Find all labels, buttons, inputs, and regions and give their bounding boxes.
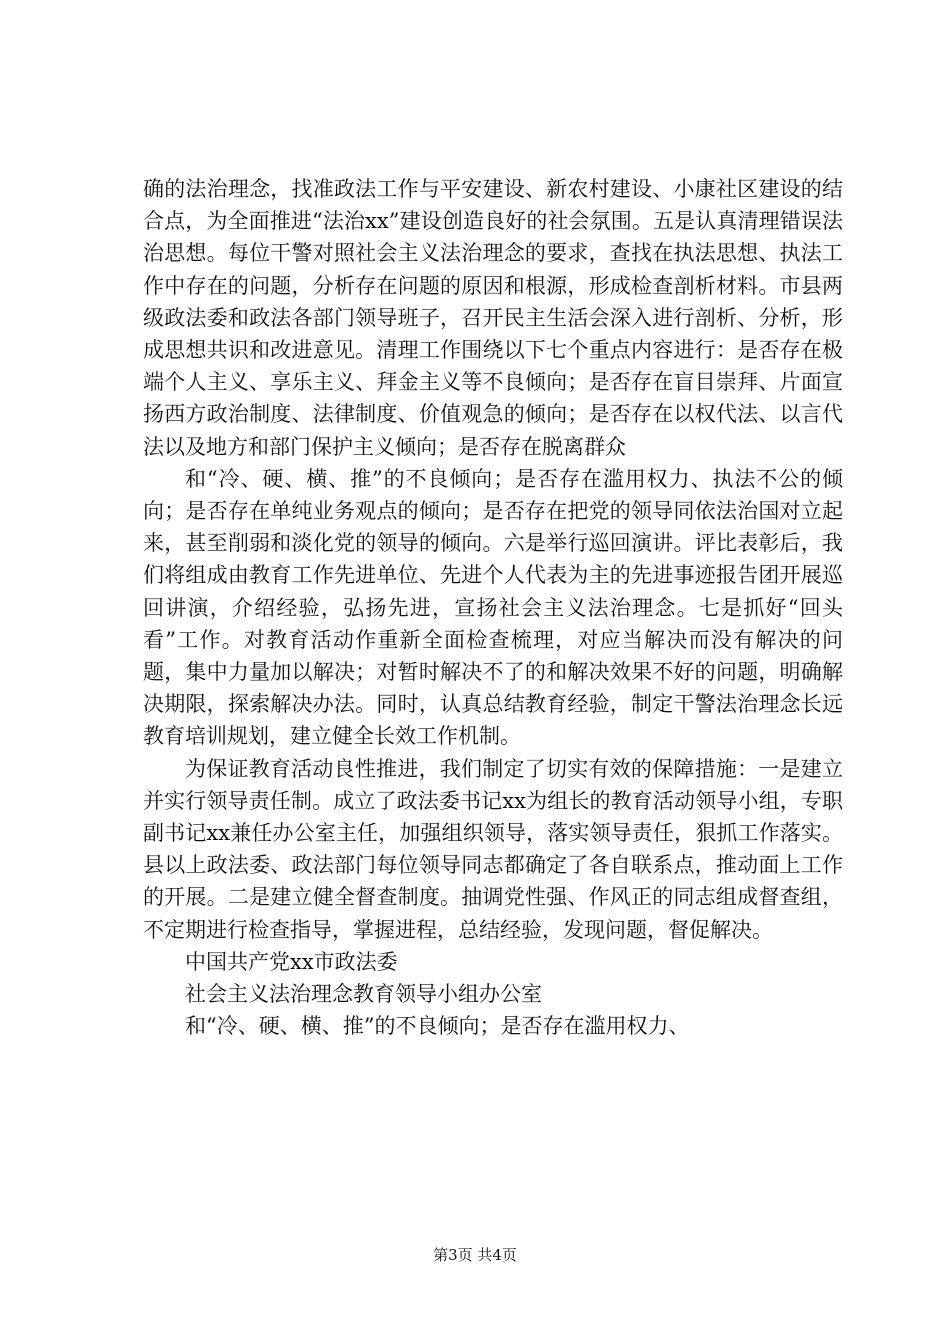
paragraph-2: 和“冷、硬、横、推”的不良倾向；是否存在滥用权力、执法不公的倾向；是否存在单纯业务观点的倾向；是否存在把党的领导同依法治国对立起来，甚至削弱和淡化党的领导的倾向。六是举行巡回演讲。评比表彰后，我们将组成由教育工作先进单位、先进个人代表为主的先进事迹报告团开展巡回讲演，介绍经验，弘扬先进，宣扬社会主义法治理念。七是抓好“回头看”工作。对教育活动作重新全面检查梳理，对应当解决而没有解决的问题，集中力量加以解决；对暂时解决不了的和解决效果不好的问题，明确解决期限，探索解决办法。同时，认真总结教育经验，制定干警法治理念长远教育培训规划，建立健全长效工作机制。	[143, 466, 843, 749]
paragraph-repeat: 和“冷、硬、横、推”的不良倾向；是否存在滥用权力、	[185, 1014, 690, 1039]
signature-office: 社会主义法治理念教育领导小组办公室	[185, 982, 542, 1007]
signature-organization: 中国共产党xx市政法委	[185, 949, 398, 974]
paragraph-1: 确的法治理念，找准政法工作与平安建设、新农村建设、小康社区建设的结合点，为全面推进“法治xx”建设创造良好的社会氛围。五是认真清理错误法治思想。每位干警对照社会主义法治理念的要求，查找在执法思想、执法工作中存在的问题，分析存在问题的原因和根源，形成检查剖析材料。市县两级政法委和政法各部门领导班子，召开民主生活会深入进行剖析、分析，形成思想共识和改进意见。清理工作围绕以下七个重点内容进行：是否存在极端个人主义、享乐主义、拜金主义等不良倾向；是否存在盲目崇拜、片面宣扬西方政治制度、法律制度、价值观急的倾向；是否存在以权代法、以言代法以及地方和部门保护主义倾向；是否存在脱离群众	[143, 177, 843, 459]
page-footer: 第3页 共4页	[433, 1246, 517, 1264]
paragraph-3: 为保证教育活动良性推进，我们制定了切实有效的保障措施：一是建立并实行领导责任制。成立了政法委书记xx为组长的教育活动领导小组，专职副书记xx兼任办公室主任，加强组织领导，落实领导责任，狠抓工作落实。县以上政法委、政法部门每位领导同志都确定了各自联系点，推动面上工作的开展。二是建立健全督查制度。抽调党性强、作风正的同志组成督查组，不定期进行检查指导，掌握进程，总结经验，发现问题，督促解决。	[143, 756, 843, 942]
document-body	[143, 173, 843, 1042]
